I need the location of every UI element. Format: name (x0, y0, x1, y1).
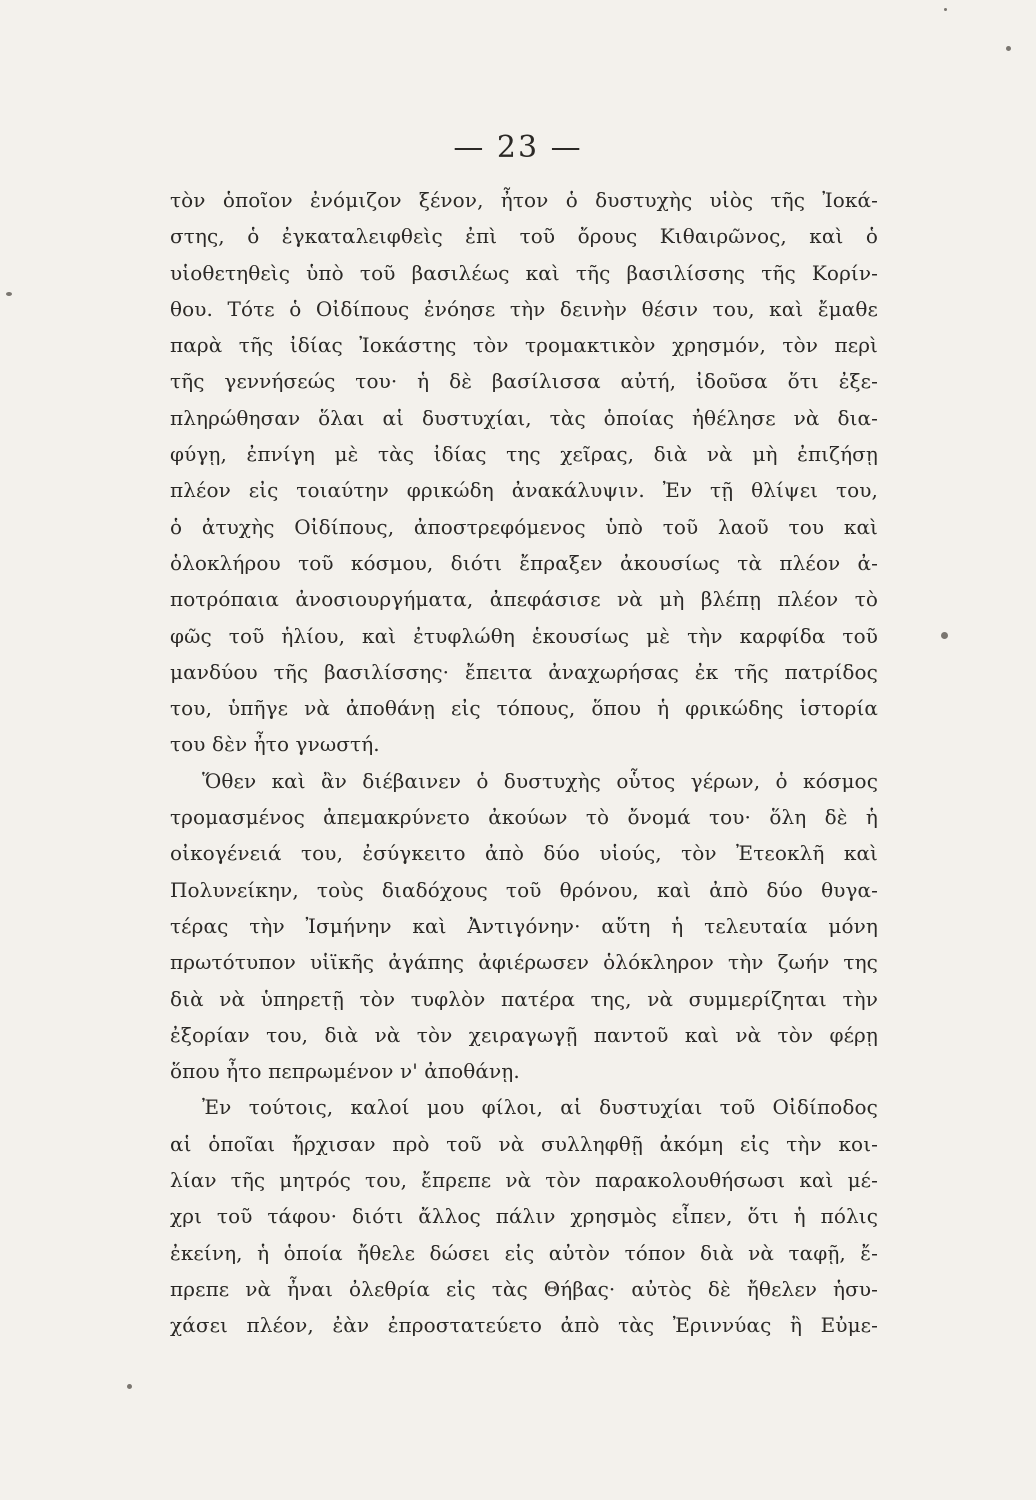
text-line: Ἐν τούτοις, καλοί μου φίλοι, αἱ δυστυχίαι τοῦ Οἰδίποδος (202, 1095, 878, 1120)
text-line: φύγῃ, ἐπνίγη μὲ τὰς ἰδίας της χεῖρας, διὰ νὰ μὴ ἐπιζήσῃ (170, 442, 878, 467)
text-line: του, ὑπῆγε νὰ ἀποθάνῃ εἰς τόπους, ὅπου ἡ φρικώδης ἱστορία (170, 696, 878, 721)
text-line: πληρώθησαν ὅλαι αἱ δυστυχίαι, τὰς ὁποίας ἠθέλησε νὰ δια- (170, 405, 878, 430)
paragraph-2 (170, 763, 878, 1090)
text-line: παρὰ τῆς ἰδίας Ἰοκάστης τὸν τρομακτικὸν χρησμόν, τὸν περὶ (170, 333, 878, 358)
paper-speck (1006, 46, 1011, 51)
text-line: υἱοθετηθεὶς ὑπὸ τοῦ βασιλέως καὶ τῆς βασιλίσσης τῆς Κορίν- (170, 260, 878, 285)
text-line: μανδύου τῆς βασιλίσσης· ἔπειτα ἀναχωρήσας ἐκ τῆς πατρίδος (170, 659, 878, 684)
text-line: πρωτότυπον υἱϊκῆς ἀγάπης ἀφιέρωσεν ὁλόκληρον τὴν ζωήν της (170, 950, 878, 975)
paragraph-3 (170, 1089, 878, 1343)
text-line: πλέον εἰς τοιαύτην φρικώδη ἀνακάλυψιν. Ἐν τῇ θλίψει του, (170, 478, 878, 503)
page-number: — 23 — (453, 130, 583, 165)
paper-speck (127, 1384, 132, 1389)
text-line: τῆς γεννήσεώς του· ἡ δὲ βασίλισσα αὐτή, ἰδοῦσα ὅτι ἐξε- (170, 369, 878, 394)
text-line: του δὲν ἦτο γνωστή. (170, 732, 380, 757)
text-line: Πολυνείκην, τοὺς διαδόχους τοῦ θρόνου, καὶ ἀπὸ δύο θυγα- (170, 877, 878, 902)
text-line: χρι τοῦ τάφου· διότι ἄλλος πάλιν χρησμὸς εἶπεν, ὅτι ἡ πόλις (170, 1204, 878, 1229)
paper-speck (941, 632, 948, 639)
text-line: οἰκογένειά του, ἐσύγκειτο ἀπὸ δύο υἱούς, τὸν Ἐτεοκλῆ καὶ (170, 841, 878, 866)
text-line: λίαν τῆς μητρός του, ἔπρεπε νὰ τὸν παρακολουθήσωσι καὶ μέ- (170, 1168, 878, 1193)
text-line: ὁλοκλήρου τοῦ κόσμου, διότι ἔπραξεν ἀκουσίως τὰ πλέον ἀ- (170, 550, 878, 575)
text-line: θου. Τότε ὁ Οἰδίπους ἐνόησε τὴν δεινὴν θέσιν του, καὶ ἔμαθε (170, 296, 878, 321)
text-line: Ὅθεν καὶ ἂν διέβαινεν ὁ δυστυχὴς οὗτος γέρων, ὁ κόσμος (202, 768, 878, 793)
paragraph-1 (170, 182, 878, 763)
text-line: ὅπου ἦτο πεπρωμένον ν' ἀποθάνῃ. (170, 1059, 520, 1084)
text-line: πρεπε νὰ ἦναι ὀλεθρία εἰς τὰς Θήβας· αὐτὸς δὲ ἤθελεν ἡσυ- (170, 1276, 878, 1301)
text-line: χάσει πλέον, ἐὰν ἐπροστατεύετο ἀπὸ τὰς Ἐριννύας ἢ Εὐμε- (170, 1313, 878, 1338)
text-line: ἐκείνη, ἡ ὁποία ἤθελε δώσει εἰς αὐτὸν τόπον διὰ νὰ ταφῇ, ἔ- (170, 1240, 878, 1265)
text-line: φῶς τοῦ ἡλίου, καὶ ἐτυφλώθη ἑκουσίως μὲ τὴν καρφίδα τοῦ (170, 623, 878, 648)
text-line: τέρας τὴν Ἰσμήνην καὶ Ἀντιγόνην· αὕτη ἡ τελευταία μόνη (170, 913, 878, 938)
text-line: τρομασμένος ἀπεμακρύνετο ἀκούων τὸ ὄνομά του· ὅλη δὲ ἡ (170, 805, 878, 830)
text-line: στης, ὁ ἐγκαταλειφθεὶς ἐπὶ τοῦ ὄρους Κιθαιρῶνος, καὶ ὁ (170, 224, 878, 249)
text-line: ποτρόπαια ἀνοσιουργήματα, ἀπεφάσισε νὰ μὴ βλέπῃ πλέον τὸ (170, 587, 878, 612)
text-line: ὁ ἀτυχὴς Οἰδίπους, ἀποστρεφόμενος ὑπὸ τοῦ λαοῦ του καὶ (170, 514, 878, 539)
text-line: ἐξορίαν του, διὰ νὰ τὸν χειραγωγῇ παντοῦ καὶ νὰ τὸν φέρῃ (170, 1022, 878, 1047)
text-line: τὸν ὁποῖον ἐνόμιζον ξένον, ἦτον ὁ δυστυχὴς υἱὸς τῆς Ἰοκά- (170, 188, 878, 212)
paper-speck (944, 8, 947, 11)
body-text (170, 182, 878, 1344)
paper-speck (6, 292, 12, 296)
text-line: διὰ νὰ ὑπηρετῇ τὸν τυφλὸν πατέρα της, νὰ συμμερίζηται τὴν (170, 986, 878, 1011)
text-line: αἱ ὁποῖαι ἤρχισαν πρὸ τοῦ νὰ συλληφθῇ ἀκόμη εἰς τὴν κοι- (170, 1131, 878, 1156)
